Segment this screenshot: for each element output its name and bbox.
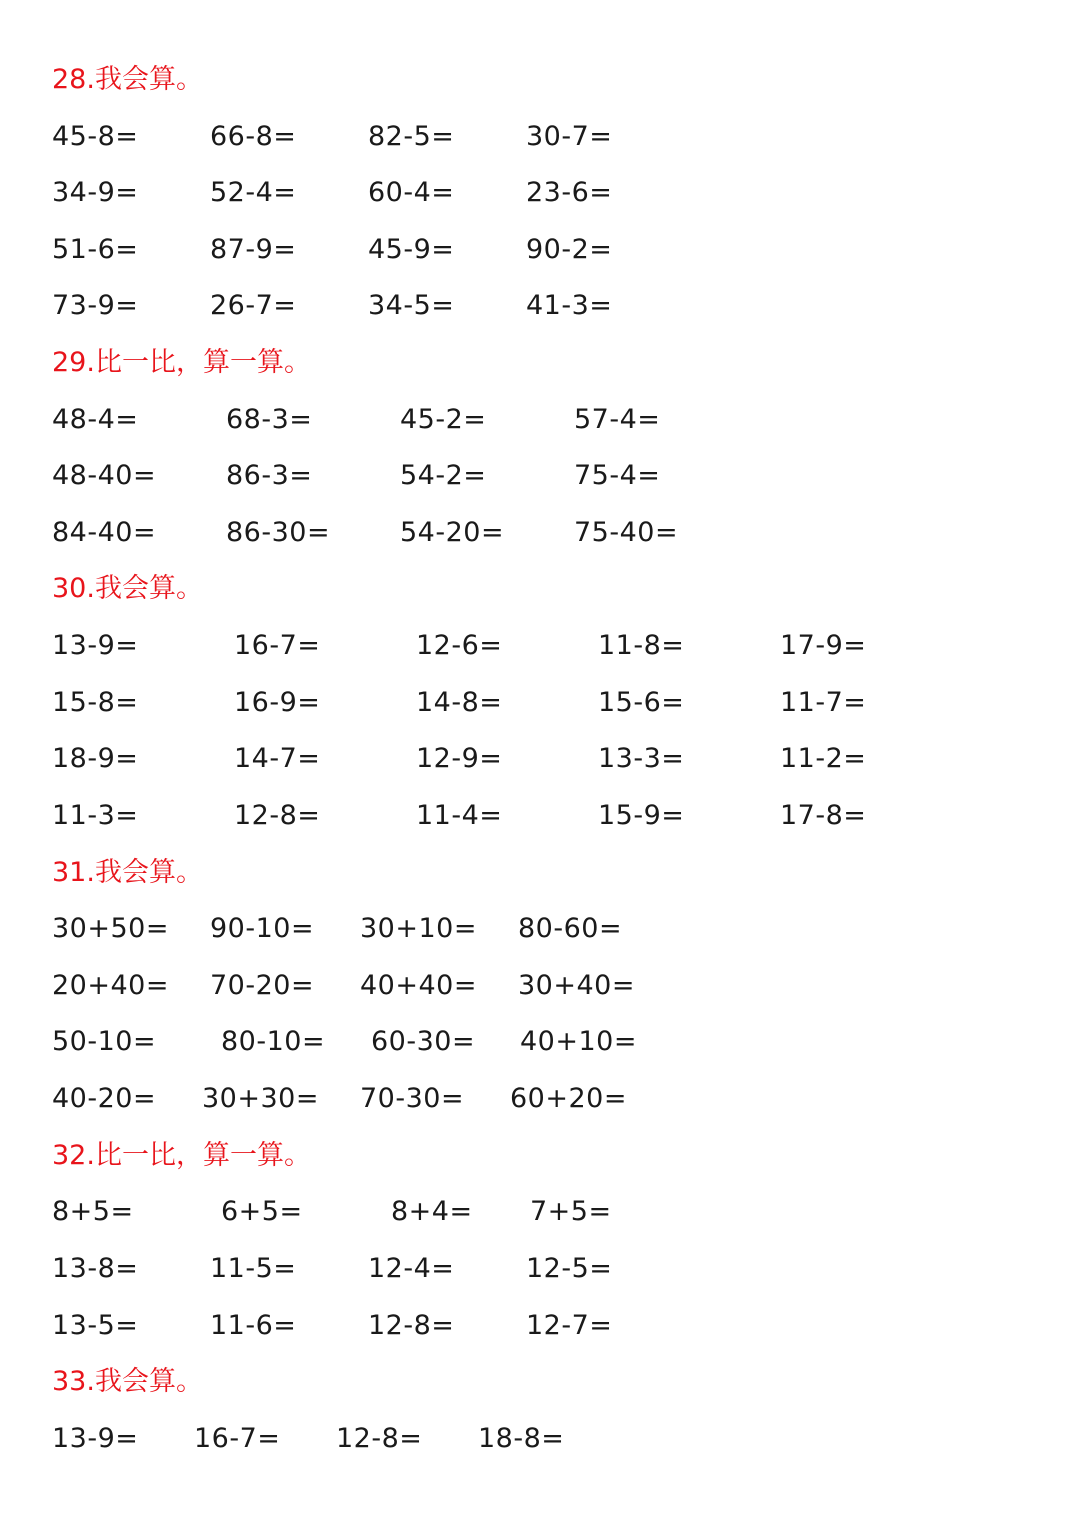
problem: 12-6= [416,630,503,661]
section-31-row-2 [0,966,1080,1006]
section-title: 29.比一比，算一算。 [52,347,311,378]
problem: 13-5= [52,1310,139,1341]
problem: 70-30= [360,1083,465,1114]
problem: 18-8= [478,1423,565,1454]
problem: 26-7= [210,290,297,321]
problem: 12-7= [526,1310,613,1341]
section-30-row-2 [0,683,1080,723]
problem: 14-8= [416,687,503,718]
problem: 87-9= [210,234,297,265]
problem: 75-40= [574,517,679,548]
problem: 60-4= [368,177,455,208]
problem: 11-7= [780,687,867,718]
section-32-row-1 [0,1192,1080,1232]
problem: 80-10= [221,1026,326,1057]
section-33-row-1 [0,1419,1080,1459]
section-28-row-4 [0,286,1080,326]
problem: 30-7= [526,121,613,152]
problem: 7+5= [530,1196,612,1227]
section-28-row-3 [0,230,1080,270]
problem: 70-20= [210,970,315,1001]
section-31-row-1 [0,909,1080,949]
section-30-row-4 [0,796,1080,836]
problem: 12-5= [526,1253,613,1284]
problem: 13-9= [52,630,139,661]
problem: 86-3= [226,460,313,491]
problem: 11-3= [52,800,139,831]
section-32-row-2 [0,1249,1080,1289]
problem: 30+30= [202,1083,319,1114]
problem: 86-30= [226,517,331,548]
problem: 15-8= [52,687,139,718]
problem: 84-40= [52,517,157,548]
section-31-header [0,853,1080,893]
problem: 48-40= [52,460,157,491]
problem: 11-8= [598,630,685,661]
problem: 11-4= [416,800,503,831]
section-32-row-3 [0,1306,1080,1346]
section-31-row-3 [0,1022,1080,1062]
section-31-row-4 [0,1079,1080,1119]
problem: 11-2= [780,743,867,774]
problem: 8+5= [52,1196,134,1227]
problem: 6+5= [221,1196,303,1227]
problem: 30+50= [52,913,169,944]
problem: 60-30= [371,1026,476,1057]
problem: 12-4= [368,1253,455,1284]
problem: 17-8= [780,800,867,831]
problem: 14-7= [234,743,321,774]
problem: 66-8= [210,121,297,152]
problem: 11-6= [210,1310,297,1341]
section-title: 31.我会算。 [52,857,203,888]
section-title: 33.我会算。 [52,1366,203,1397]
problem: 34-5= [368,290,455,321]
problem: 15-6= [598,687,685,718]
section-30-row-1 [0,626,1080,666]
problem: 80-60= [518,913,623,944]
section-28-row-2 [0,173,1080,213]
section-title: 30.我会算。 [52,573,203,604]
problem: 40+10= [520,1026,637,1057]
section-28-header [0,60,1080,100]
problem: 12-8= [336,1423,423,1454]
problem: 90-2= [526,234,613,265]
problem: 12-8= [234,800,321,831]
problem: 17-9= [780,630,867,661]
problem: 40-20= [52,1083,157,1114]
section-30-row-3 [0,739,1080,779]
problem: 54-2= [400,460,487,491]
section-29-row-2 [0,456,1080,496]
problem: 45-9= [368,234,455,265]
problem: 52-4= [210,177,297,208]
problem: 34-9= [52,177,139,208]
problem: 41-3= [526,290,613,321]
section-32-header [0,1136,1080,1176]
problem: 12-9= [416,743,503,774]
problem: 13-9= [52,1423,139,1454]
section-title: 32.比一比，算一算。 [52,1140,311,1171]
problem: 48-4= [52,404,139,435]
problem: 90-10= [210,913,315,944]
problem: 8+4= [391,1196,473,1227]
problem: 15-9= [598,800,685,831]
problem: 75-4= [574,460,661,491]
problem: 16-7= [234,630,321,661]
problem: 50-10= [52,1026,157,1057]
problem: 13-3= [598,743,685,774]
problem: 12-8= [368,1310,455,1341]
problem: 45-8= [52,121,139,152]
section-title: 28.我会算。 [52,64,203,95]
problem: 60+20= [510,1083,627,1114]
problem: 54-20= [400,517,505,548]
section-30-header [0,569,1080,609]
problem: 20+40= [52,970,169,1001]
problem: 13-8= [52,1253,139,1284]
problem: 30+10= [360,913,477,944]
problem: 23-6= [526,177,613,208]
problem: 82-5= [368,121,455,152]
problem: 68-3= [226,404,313,435]
problem: 18-9= [52,743,139,774]
problem: 73-9= [52,290,139,321]
section-33-header [0,1362,1080,1402]
problem: 16-7= [194,1423,281,1454]
problem: 40+40= [360,970,477,1001]
problem: 51-6= [52,234,139,265]
problem: 16-9= [234,687,321,718]
problem: 30+40= [518,970,635,1001]
section-28-row-1 [0,117,1080,157]
problem: 57-4= [574,404,661,435]
problem: 45-2= [400,404,487,435]
section-29-row-1 [0,400,1080,440]
section-29-row-3 [0,513,1080,553]
problem: 11-5= [210,1253,297,1284]
section-29-header [0,343,1080,383]
